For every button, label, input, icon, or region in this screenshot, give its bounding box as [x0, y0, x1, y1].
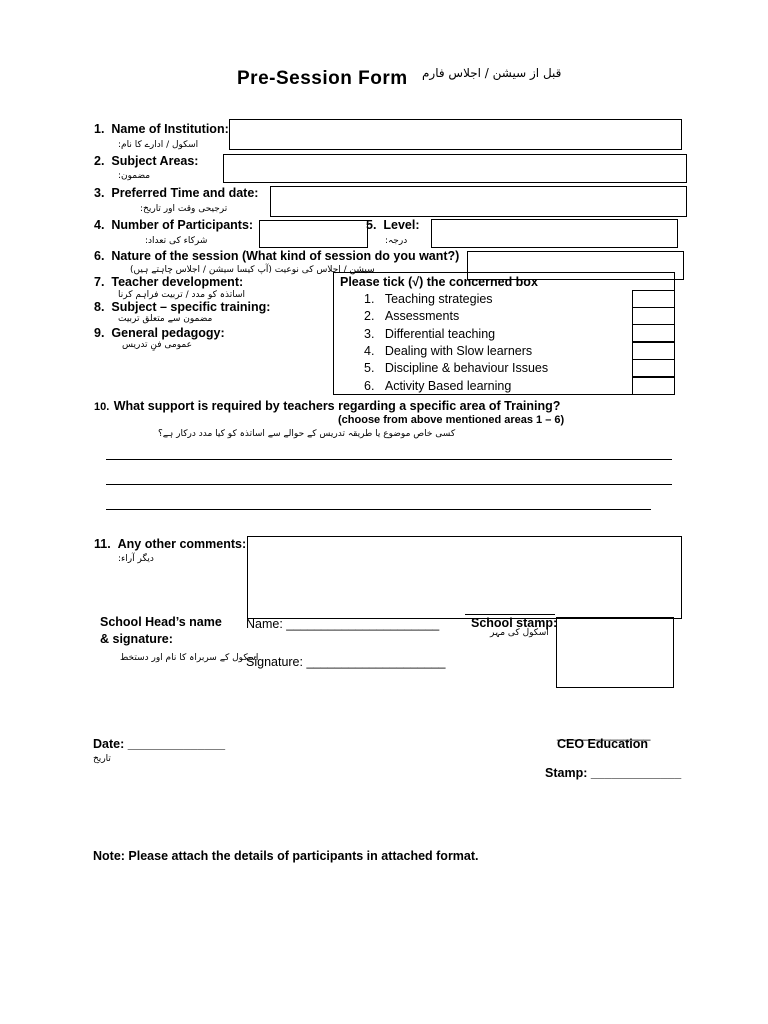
q3-text: Preferred Time and date:	[111, 186, 259, 200]
page-title-english: Pre-Session Form	[237, 68, 408, 89]
q9-urdu: عمومی فنِ تدریس	[122, 340, 192, 350]
page-title-urdu: قبل از سیشن / اجلاس فارم	[422, 66, 562, 80]
q11-urdu: دیگر آراء:	[118, 554, 154, 564]
q3-urdu: ترجیحی وقت اور تاریخ:	[140, 204, 228, 214]
participants-field[interactable]	[259, 220, 368, 248]
q5-label	[366, 218, 420, 232]
q4-text: Number of Participants:	[111, 218, 254, 232]
q10-number: 10.	[94, 401, 110, 413]
answer-line-2[interactable]	[106, 484, 672, 485]
option-text: Assessments	[384, 309, 460, 323]
q2-urdu: مضمون:	[118, 171, 151, 181]
q10-urdu: کسی خاص موضوع یا طریقہ تدریس کے حوالے سے اساتذہ کو کیا مدد درکار ہے؟	[158, 429, 456, 439]
q10-note: (choose from above mentioned areas 1 – 6)	[338, 414, 565, 426]
head-label-2: & signature:	[100, 632, 173, 646]
date-field[interactable]: Date: ______________	[93, 737, 226, 751]
school-stamp-label: School stamp:	[471, 616, 558, 630]
q9-number: 9.	[94, 326, 105, 340]
q1-number: 1.	[94, 122, 105, 136]
q3-label	[94, 186, 258, 200]
option-2	[364, 309, 459, 323]
q8-urdu: مضمون سے متعلق تربیت	[118, 314, 213, 324]
option-6-checkbox[interactable]	[632, 377, 675, 395]
q7-number: 7.	[94, 275, 105, 289]
school-stamp-box[interactable]	[556, 617, 674, 688]
q10-text: What support is required by teachers regarding a specific area of Training?	[113, 399, 561, 413]
level-field[interactable]	[431, 219, 678, 248]
stamp-divider	[465, 614, 555, 615]
option-5	[364, 361, 548, 375]
q11-text: Any other comments:	[117, 537, 247, 551]
option-num: 1.	[364, 292, 375, 306]
tick-box-header: Please tick (√) the concerned box	[340, 275, 538, 289]
name-field[interactable]: Name: ______________________	[246, 617, 440, 631]
q4-label	[94, 218, 253, 232]
q1-text: Name of Institution:	[111, 122, 229, 136]
q2-text: Subject Areas:	[111, 154, 199, 168]
answer-line-1[interactable]	[106, 459, 672, 460]
page-title	[237, 68, 408, 90]
option-2-checkbox[interactable]	[632, 307, 675, 325]
option-4-checkbox[interactable]	[632, 342, 675, 360]
option-3-checkbox[interactable]	[632, 324, 675, 342]
preferred-time-field[interactable]	[270, 186, 687, 217]
q7-text: Teacher development:	[111, 275, 244, 289]
option-num: 4.	[364, 344, 375, 358]
option-text: Discipline & behaviour Issues	[384, 361, 549, 375]
q5-number: 5.	[366, 218, 377, 232]
subject-areas-field[interactable]	[223, 154, 687, 183]
option-text: Teaching strategies	[384, 292, 493, 306]
option-text: Activity Based learning	[384, 379, 512, 393]
comments-field[interactable]	[247, 536, 682, 619]
option-num: 6.	[364, 379, 375, 393]
option-1	[364, 292, 493, 306]
option-5-checkbox[interactable]	[632, 359, 675, 377]
q1-label	[94, 122, 229, 136]
ceo-education-label: CEO Education	[557, 737, 648, 751]
q1-urdu: اسکول / ادارے کا نام:	[118, 140, 199, 150]
q8-label	[94, 300, 270, 314]
institution-name-field[interactable]	[229, 119, 682, 150]
footer-note: Note: Please attach the details of participants in attached format.	[93, 849, 479, 863]
ceo-stamp-field[interactable]: Stamp: _____________	[545, 766, 682, 780]
q6-number: 6.	[94, 249, 105, 263]
q2-label	[94, 154, 198, 168]
q4-urdu: شرکاء کی تعداد:	[145, 236, 208, 246]
option-num: 5.	[364, 361, 375, 375]
q7-label	[94, 275, 243, 289]
option-num: 2.	[364, 309, 375, 323]
q8-text: Subject – specific training:	[111, 300, 271, 314]
q8-number: 8.	[94, 300, 105, 314]
q9-text: General pedagogy:	[111, 326, 225, 340]
q3-number: 3.	[94, 186, 105, 200]
q9-label	[94, 326, 225, 340]
school-stamp-urdu: اسکول کی مہر	[490, 628, 549, 638]
q4-number: 4.	[94, 218, 105, 232]
option-4	[364, 344, 532, 358]
q7-urdu: اساتذہ کو مدد / تربیت فراہم کرنا	[118, 290, 246, 300]
ceo-signature-line[interactable]: ______________	[557, 727, 651, 741]
option-1-checkbox[interactable]	[632, 290, 675, 308]
q5-text: Level:	[383, 218, 420, 232]
q6-label	[94, 249, 459, 263]
q6-urdu: سیشن / اجلاس کی نوعیت (آپ کیسا سیشن / اجلاس چاہتے ہیں)	[130, 265, 375, 275]
option-3	[364, 327, 495, 341]
q11-number: 11.	[94, 537, 111, 551]
q2-number: 2.	[94, 154, 105, 168]
option-text: Differential teaching	[384, 327, 496, 341]
q5-urdu: درجہ:	[385, 236, 408, 246]
q11-label	[94, 537, 246, 551]
option-text: Dealing with Slow learners	[384, 344, 533, 358]
option-num: 3.	[364, 327, 375, 341]
date-urdu: تاریخ	[93, 754, 111, 764]
option-6	[364, 379, 511, 393]
head-label-1: School Head’s name	[100, 615, 222, 629]
q10-label	[94, 397, 560, 415]
q6-text: Nature of the session (What kind of session do you want?)	[111, 249, 460, 263]
signature-field[interactable]: Signature: ____________________	[246, 655, 446, 669]
head-urdu: اسکول کے سربراہ کا نام اور دستخط	[120, 653, 259, 663]
answer-line-3[interactable]	[106, 509, 651, 510]
